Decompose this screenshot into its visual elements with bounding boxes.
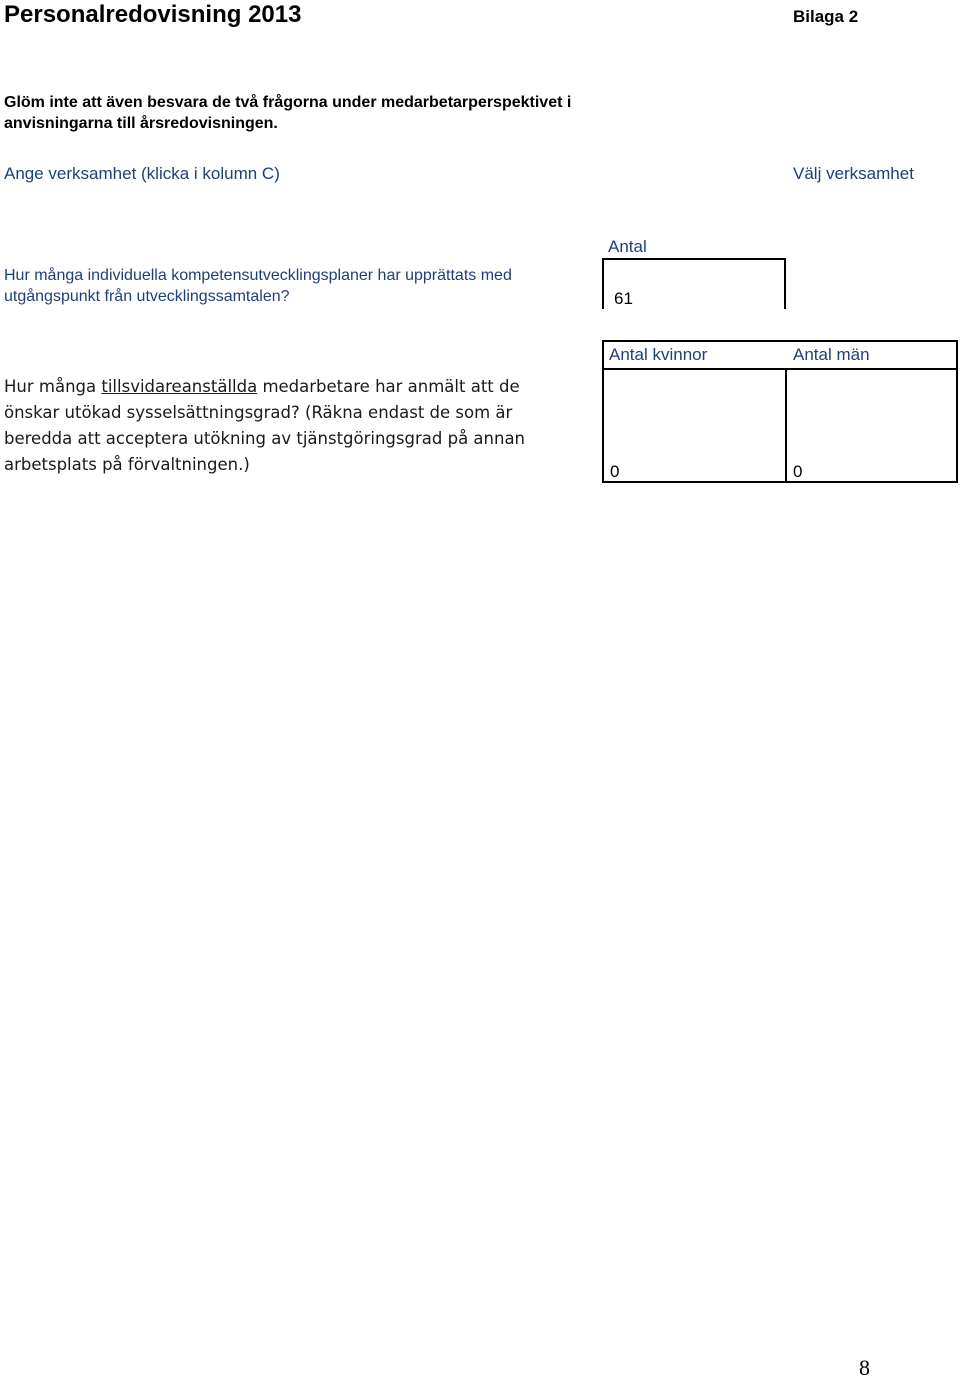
page-number: 8 — [859, 1355, 870, 1380]
question2-text-underlined: tillsvidareanställda — [101, 377, 258, 396]
question2-column-divider — [785, 368, 787, 483]
organization-label: Ange verksamhet (klicka i kolumn C) — [4, 164, 280, 183]
question2-value-women[interactable]: 0 — [610, 462, 620, 481]
question1-value: 61 — [614, 289, 633, 308]
organization-select[interactable]: Välj verksamhet — [793, 164, 914, 183]
question1-text: Hur många individuella kompetensutvecklingsplaner har upprättats med utgångspunkt från utvecklingssamtalen? — [4, 267, 512, 305]
question2-text-end: medarbetare har anmält att de önskar utökad sysselsättningsgrad? (Räkna endast de som är beredda att acceptera utökning av tjänstgöringsgrad på annan arbetsplats på förvaltningen.) — [4, 377, 526, 474]
question2-header-men: Antal män — [793, 345, 870, 364]
question2-header-women: Antal kvinnor — [609, 345, 708, 364]
question2-text — [4, 374, 564, 478]
question2-text-start: Hur många — [4, 377, 102, 396]
question2-value-men[interactable]: 0 — [793, 462, 803, 481]
question2-header-divider — [602, 368, 958, 370]
page-title: Personalredovisning 2013 — [4, 1, 302, 28]
question1-column-header: Antal — [608, 237, 647, 256]
attachment-label: Bilaga 2 — [793, 7, 859, 26]
reminder-note: Glöm inte att även besvara de två frågorna under medarbetarperspektivet i anvisningarna till årsredovisningen. — [4, 94, 572, 132]
